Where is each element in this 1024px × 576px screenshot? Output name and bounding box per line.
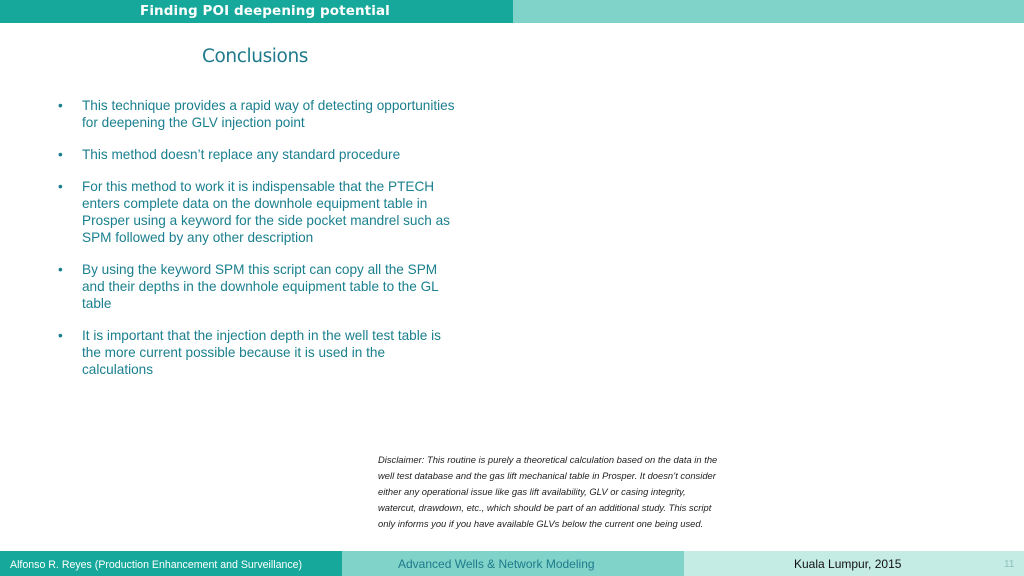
header-bar (0, 0, 1024, 23)
bullet-marker: • (58, 179, 63, 194)
bullet-marker: • (58, 262, 63, 277)
footer-course-title: Advanced Wells & Network Modeling (398, 557, 595, 571)
footer-location: Kuala Lumpur, 2015 (794, 557, 902, 571)
bullet-text: This technique provides a rapid way of detecting opportunities for deepening the GLV injection point (82, 98, 455, 130)
footer-author: Alfonso R. Reyes (Production Enhancement and Surveillance) (10, 559, 303, 571)
bullet-list (58, 97, 458, 393)
bullet-text: By using the keyword SPM this script can copy all the SPM and their depths in the downhole equipment table to the GL table (82, 262, 439, 311)
slide-number: 11 (1004, 559, 1015, 570)
bullet-item (58, 146, 458, 163)
bullet-text: For this method to work it is indispensable that the PTECH enters complete data on the downhole equipment table in Prosper using a keyword for the side pocket mandrel such as SPM followed by any other description (82, 179, 450, 245)
bullet-item (58, 327, 458, 378)
bullet-text: It is important that the injection depth in the well test table is the more current possible because it is used in the calculations (82, 328, 441, 377)
bullet-item (58, 261, 458, 312)
footer-bar (0, 551, 1024, 576)
disclaimer-text: Disclaimer: This routine is purely a theoretical calculation based on the data in the well test database and the gas lift mechanical table in Prosper. It doesn’t consider either any operational issue like gas lift availability, GLV or casing integrity, watercut, drawdown, etc., which should be part of an additional study. This script only informs you if you have available GLVs below the current one being used. (378, 454, 718, 530)
bullet-marker: • (58, 147, 63, 162)
bullet-marker: • (58, 328, 63, 343)
slide-section-title: Finding POI deepening potential (140, 3, 390, 19)
bullet-item (58, 178, 458, 246)
bullet-text: This method doesn’t replace any standard procedure (82, 147, 401, 162)
bullet-marker: • (58, 98, 63, 113)
bullet-item (58, 97, 458, 131)
slide-heading: Conclusions (201, 46, 309, 67)
header-bar-light-segment (513, 0, 1024, 23)
